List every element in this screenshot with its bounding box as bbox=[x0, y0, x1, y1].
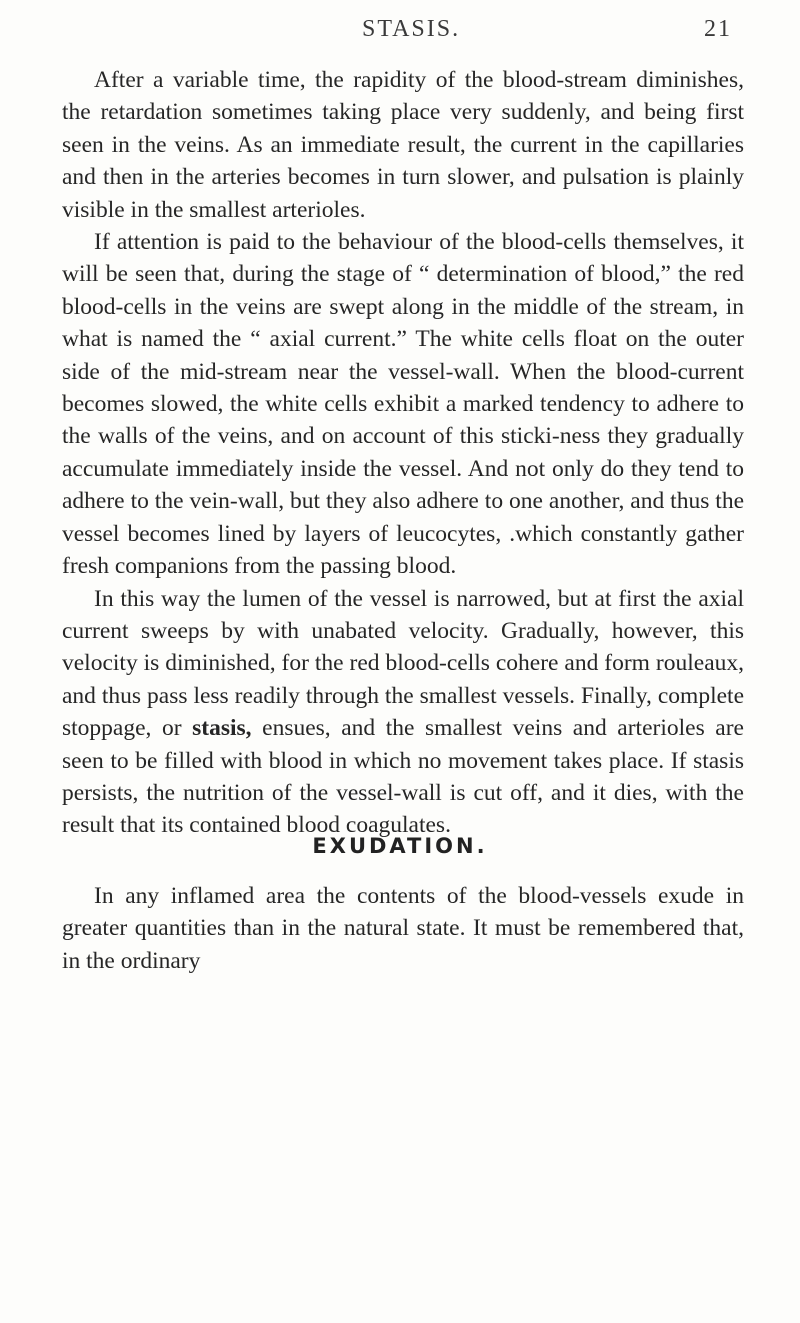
running-head bbox=[62, 16, 800, 56]
exudation-text bbox=[62, 880, 744, 977]
stasis-text-after: ensues, and the smallest veins and arterioles are seen to be filled with blood in which no movement takes place. If stasis persists, the nutrition of the vessel-wall is cut off, and it dies, with the result that its contained blood coagulates. bbox=[62, 715, 744, 839]
stasis-term: stasis, bbox=[192, 715, 252, 742]
paragraph-stasis bbox=[62, 583, 744, 842]
page-number: 21 bbox=[704, 16, 732, 42]
stasis-text-before: In this way the lumen of the vessel is narrowed, but at first the axial current sweeps by with unabated velocity. Gradually, however, this velocity is diminished, for the red blood-cells cohere and form rouleaux, and thus pass less readily through the smallest vessels. Finally, complete stoppage, or bbox=[62, 585, 744, 742]
paragraph-exudation: In any inflamed area the contents of the blood-vessels exude in greater quantities than in the natural state. It must be remembered that, in the ordinary bbox=[62, 883, 744, 974]
paragraph-blood-cells: If attention is paid to the behaviour of the blood-cells themselves, it will be seen that, during the stage of “ determination of blood,” the red blood-cells in the veins are swept along in the middle of the stream, in what is named the “ axial current.” The white cells float on the outer side of the mid-stream near the vessel-wall. When the blood-current becomes slowed, the white cells exhibit a marked tendency to adhere to the walls of the veins, and on account of this sticki-ness they gradually accumulate immediately inside the vessel. And not only do they tend to adhere to the vein-wall, but they also adhere to one another, and thus the vessel becomes lined by layers of leucocytes, .which constantly gather fresh companions from the passing blood. bbox=[62, 229, 744, 580]
section-heading-exudation: EXUDATION. bbox=[312, 834, 488, 858]
paragraph-retardation: After a variable time, the rapidity of the blood-stream diminishes, the retardation sometimes taking place very suddenly, and being first seen in the veins. As an immediate result, the current in the capillaries and then in the arteries becomes in turn slower, and pulsation is plainly visible in the smallest arterioles. bbox=[62, 67, 744, 223]
body-text bbox=[62, 64, 744, 842]
running-title: STASIS. bbox=[362, 16, 461, 42]
